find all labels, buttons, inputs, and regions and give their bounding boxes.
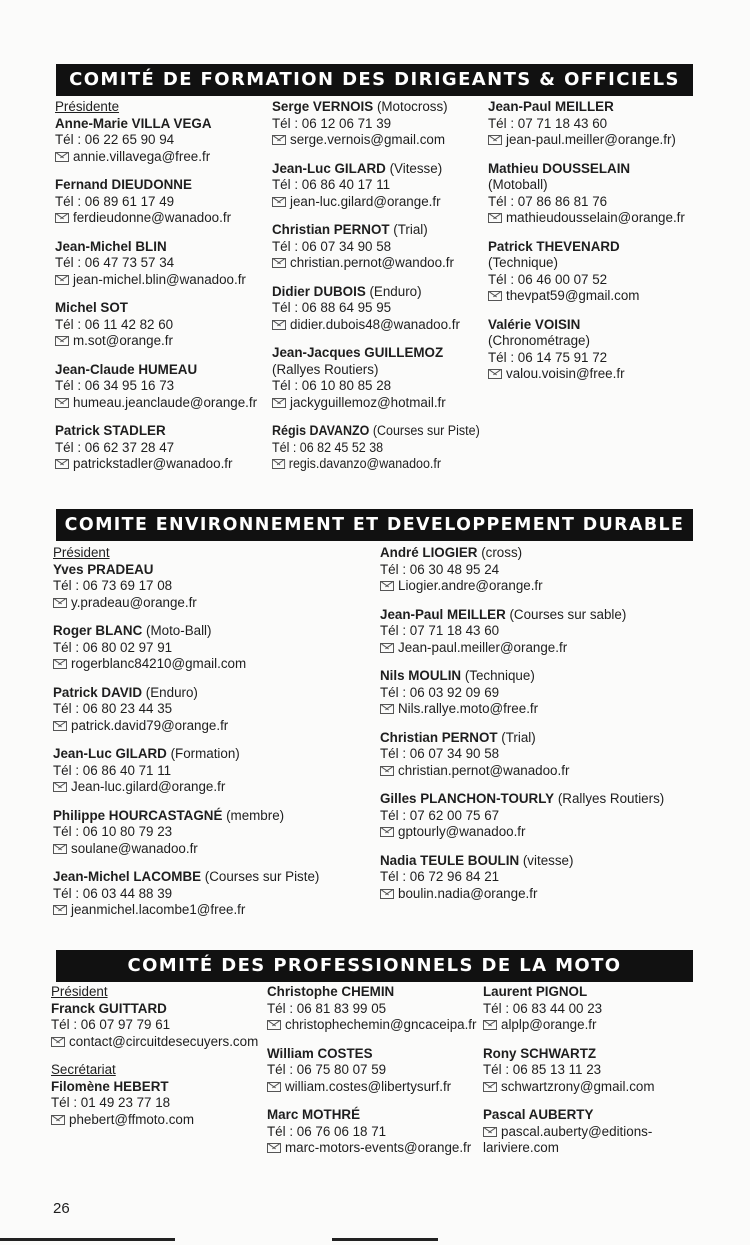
mail-icon — [55, 275, 69, 285]
person-name: Anne-Marie VILLA VEGA — [55, 115, 212, 131]
contact-entry — [55, 362, 263, 412]
mail-icon — [272, 398, 286, 408]
contact-entry — [55, 300, 263, 350]
contact-entry — [272, 161, 480, 211]
person-name: Régis DAVANZO — [272, 423, 370, 438]
name-line — [380, 791, 693, 808]
email-address[interactable]: thevpat59@gmail.com — [506, 288, 640, 303]
phone-number: Tél : 06 62 37 28 47 — [55, 439, 175, 455]
bottom-rule-left — [0, 1238, 175, 1241]
email-address[interactable]: soulane@wanadoo.fr — [71, 840, 198, 856]
person-name: Franck GUITTARD — [51, 1000, 167, 1016]
person-name: Jean-Jacques GUILLEMOZ — [272, 345, 444, 360]
name-line — [53, 808, 368, 825]
person-name: Nadia TEULE BOULIN — [380, 852, 520, 868]
name-line — [488, 239, 693, 256]
person-name: Marc MOTHRÉ — [267, 1107, 361, 1122]
mail-icon — [380, 766, 394, 776]
speciality: (Motocross) — [373, 99, 448, 114]
contact-entry — [267, 1046, 477, 1096]
email-line — [380, 640, 693, 657]
phone-number: Tél : 06 47 73 57 34 — [55, 255, 175, 270]
section-banner-formation: COMITÉ DE FORMATION DES DIRIGEANTS & OFFICIELS — [56, 64, 693, 96]
name-line — [55, 362, 263, 379]
phone-number: Tél : 06 75 80 07 59 — [267, 1062, 387, 1077]
contact-entry — [53, 869, 368, 919]
email-line — [488, 366, 693, 383]
contact-entry — [267, 984, 477, 1034]
phone-number: Tél : 06 07 97 79 61 — [51, 1017, 171, 1032]
contact-entry — [272, 345, 480, 411]
person-name: Jean-Luc GILARD — [272, 160, 386, 176]
email-address[interactable]: serge.vernois@gmail.com — [290, 132, 445, 147]
mail-icon — [55, 398, 69, 408]
role-label: Président — [51, 984, 108, 999]
email-line — [51, 1112, 259, 1129]
email-line — [267, 1079, 477, 1096]
person-name: Jean-Paul MEILLER — [488, 99, 614, 114]
section-formation-column-3 — [488, 99, 693, 395]
email-address[interactable]: christian.pernot@wandoo.fr — [290, 255, 454, 270]
email-line — [488, 288, 693, 305]
email-line — [55, 210, 263, 227]
name-line — [483, 1046, 693, 1063]
person-name: Jean-Paul MEILLER — [380, 606, 506, 622]
person-name: Patrick DAVID — [53, 684, 143, 700]
speciality: (Enduro) — [365, 283, 422, 299]
email-line — [272, 395, 480, 412]
name-line — [488, 161, 693, 178]
person-name: Christian PERNOT — [380, 729, 498, 745]
phone-number: Tél : 06 14 75 91 72 — [488, 349, 608, 365]
phone-number: Tél : 06 72 96 84 21 — [380, 869, 500, 884]
mail-icon — [55, 459, 69, 469]
mail-icon — [55, 213, 69, 223]
phone-number: Tél : 06 80 02 97 91 — [53, 639, 173, 655]
mail-icon — [55, 336, 69, 346]
person-name: Roger BLANC — [53, 623, 143, 638]
contact-entry — [272, 284, 480, 334]
name-line — [53, 685, 368, 702]
phone-number: Tél : 06 03 44 88 39 — [53, 885, 173, 901]
mail-icon — [380, 827, 394, 837]
email-line — [272, 194, 480, 211]
mail-icon — [272, 258, 286, 268]
email-address[interactable]: humeau.jeanclaude@orange.fr — [73, 394, 258, 410]
contact-entry — [272, 423, 480, 473]
email-address[interactable]: jean-michel.blin@wanadoo.fr — [73, 271, 246, 287]
person-name: Rony SCHWARTZ — [483, 1045, 597, 1061]
contact-entry — [51, 1062, 259, 1128]
person-name: Didier DUBOIS — [272, 283, 366, 299]
person-name: Christian PERNOT — [272, 222, 390, 237]
section-professionnels-column-1 — [51, 984, 259, 1140]
speciality: (Motoball) — [488, 177, 548, 192]
email-address[interactable]: annie.villavega@free.fr — [73, 148, 211, 164]
section-environnement-column-2 — [380, 545, 693, 914]
mail-icon — [267, 1143, 281, 1153]
email-address[interactable]: marc-motors-events@orange.fr — [285, 1140, 472, 1155]
contact-entry — [380, 853, 693, 903]
name-line — [488, 99, 693, 116]
email-line — [53, 595, 368, 612]
person-name: André LIOGIER — [380, 545, 478, 560]
name-line — [53, 562, 368, 579]
name-line — [380, 730, 693, 747]
contact-entry — [483, 1107, 693, 1157]
person-name: William COSTES — [267, 1045, 373, 1061]
email-line — [55, 272, 263, 289]
name-line — [380, 607, 693, 624]
email-line — [380, 824, 693, 841]
email-line — [380, 886, 693, 903]
phone-number: Tél : 07 71 18 43 60 — [380, 623, 500, 638]
phone-number: Tél : 06 82 45 52 38 — [272, 439, 384, 455]
email-address[interactable]: schwartzrony@gmail.com — [501, 1078, 655, 1094]
email-line — [53, 841, 368, 858]
page-number: 26 — [53, 1200, 70, 1217]
email-address[interactable]: y.pradeau@orange.fr — [71, 594, 197, 610]
contact-entry — [55, 239, 263, 289]
person-name: Gilles PLANCHON-TOURLY — [380, 791, 555, 806]
phone-number: Tél : 07 71 18 43 60 — [488, 115, 608, 131]
mail-icon — [53, 598, 67, 608]
name-line — [272, 345, 480, 362]
email-address[interactable]: Liogier.andre@orange.fr — [398, 578, 543, 593]
speciality: (Courses sur Piste) — [369, 423, 480, 438]
mail-icon — [488, 291, 502, 301]
email-line — [272, 255, 480, 272]
name-line — [483, 1107, 693, 1124]
email-address[interactable]: boulin.nadia@orange.fr — [398, 885, 538, 901]
speciality: (Courses sur Piste) — [201, 869, 320, 884]
contact-entry — [53, 545, 368, 611]
email-address[interactable]: valou.voisin@free.fr — [506, 366, 625, 381]
mail-icon — [53, 844, 67, 854]
email-line — [51, 1034, 259, 1051]
person-name: Jean-Michel BLIN — [55, 238, 167, 254]
email-line — [488, 132, 693, 149]
phone-number: Tél : 06 10 80 79 23 — [53, 824, 173, 839]
contact-entry — [53, 623, 368, 673]
name-line — [267, 1107, 477, 1124]
name-line — [267, 984, 477, 1001]
contact-entry — [488, 99, 693, 149]
phone-number: Tél : 06 30 48 95 24 — [380, 561, 500, 577]
mail-icon — [380, 889, 394, 899]
speciality: (Trial) — [497, 729, 536, 745]
mail-icon — [380, 704, 394, 714]
email-address[interactable]: gptourly@wanadoo.fr — [398, 824, 526, 839]
contact-entry — [380, 791, 693, 841]
name-line — [272, 222, 480, 239]
mail-icon — [488, 135, 502, 145]
person-name: Valérie VOISIN — [488, 316, 581, 332]
phone-number: Tél : 06 80 23 44 35 — [53, 701, 173, 716]
email-address-continued[interactable]: lariviere.com — [483, 1140, 559, 1155]
email-address[interactable]: jackyguillemoz@hotmail.fr — [290, 394, 446, 410]
speciality: (Vitesse) — [385, 160, 443, 176]
speciality: (Rallyes Routiers) — [554, 791, 665, 806]
phone-number: Tél : 06 88 64 95 95 — [272, 300, 392, 315]
email-line — [55, 395, 263, 412]
email-address[interactable]: jean-paul.meiller@orange.fr) — [506, 132, 676, 147]
name-line — [488, 317, 693, 334]
name-line — [272, 161, 480, 178]
mail-icon — [53, 782, 67, 792]
phone-number: Tél : 06 07 34 90 58 — [380, 746, 500, 761]
role-label: Secrétariat — [51, 1062, 116, 1077]
section-professionnels-column-3 — [483, 984, 693, 1169]
phone-number: Tél : 06 73 69 17 08 — [53, 578, 173, 593]
email-line — [272, 456, 480, 473]
contact-entry — [380, 668, 693, 718]
person-name: Patrick STADLER — [55, 423, 166, 438]
name-line — [53, 623, 368, 640]
email-line — [380, 578, 693, 595]
email-line — [488, 210, 693, 227]
name-line — [267, 1046, 477, 1063]
contact-entry — [483, 1046, 693, 1096]
contact-entry — [380, 545, 693, 595]
phone-number: Tél : 07 62 00 75 67 — [380, 807, 500, 823]
name-line — [272, 99, 480, 116]
contact-entry — [272, 99, 480, 149]
email-address[interactable]: mathieudousselain@orange.fr — [506, 210, 685, 225]
mail-icon — [272, 320, 286, 330]
email-address[interactable]: rogerblanc84210@gmail.com — [71, 656, 247, 671]
speciality: (cross) — [477, 545, 523, 560]
person-name: Nils MOULIN — [380, 668, 462, 683]
person-name: Jean-Claude HUMEAU — [55, 361, 198, 377]
mail-icon — [267, 1082, 281, 1092]
mail-icon — [51, 1115, 65, 1125]
email-line — [483, 1079, 693, 1096]
email-line — [272, 317, 480, 334]
email-address[interactable]: jeanmichel.lacombe1@free.fr — [71, 902, 246, 917]
person-name: Jean-Luc GILARD — [53, 746, 167, 761]
email-address[interactable]: patrickstadler@wanadoo.fr — [73, 456, 233, 471]
email-address[interactable]: Jean-paul.meiller@orange.fr — [398, 639, 568, 655]
name-line — [272, 284, 480, 301]
phone-number: Tél : 06 22 65 90 94 — [55, 132, 175, 147]
person-name: Christophe CHEMIN — [267, 984, 395, 999]
email-address[interactable]: pascal.auberty@editions- — [501, 1123, 653, 1139]
contact-entry — [267, 1107, 477, 1157]
email-line — [380, 701, 693, 718]
name-line — [380, 853, 693, 870]
email-address[interactable]: phebert@ffmoto.com — [69, 1111, 194, 1127]
mail-icon — [53, 905, 67, 915]
section-environnement-column-1 — [53, 545, 368, 931]
contact-entry — [55, 99, 263, 165]
email-line — [267, 1140, 477, 1157]
speciality: (Enduro) — [142, 684, 198, 700]
section-banner-environnement: COMITE ENVIRONNEMENT ET DEVELOPPEMENT DURABLE — [56, 509, 693, 541]
mail-icon — [267, 1020, 281, 1030]
phone-number: Tél : 06 07 34 90 58 — [272, 238, 392, 254]
name-line — [55, 239, 263, 256]
phone-number: Tél : 06 03 92 09 69 — [380, 684, 500, 700]
email-line — [55, 149, 263, 166]
section-banner-professionnels: COMITÉ DES PROFESSIONNELS DE LA MOTO — [56, 950, 693, 982]
role-label: Président — [53, 545, 110, 560]
name-line — [55, 423, 263, 440]
email-line — [53, 656, 368, 673]
speciality: (Trial) — [389, 222, 428, 237]
contact-entry — [380, 730, 693, 780]
person-name: Laurent PIGNOL — [483, 984, 588, 999]
email-address[interactable]: regis.davanzo@wanadoo.fr — [288, 456, 442, 471]
name-line — [55, 116, 263, 133]
role-label: Présidente — [55, 99, 120, 114]
speciality: (Chronométrage) — [488, 333, 590, 348]
phone-number: Tél : 06 86 40 17 11 — [272, 177, 391, 192]
contact-entry — [55, 177, 263, 227]
email-address[interactable]: ferdieudonne@wanadoo.fr — [73, 210, 232, 225]
phone-number: Tél : 06 46 00 07 52 — [488, 271, 608, 287]
speciality: (Formation) — [166, 746, 240, 761]
name-line — [51, 1001, 259, 1018]
phone-number: Tél : 06 10 80 85 28 — [272, 378, 392, 393]
email-address[interactable]: m.sot@orange.fr — [73, 333, 173, 348]
name-line — [272, 423, 480, 440]
contact-entry — [51, 984, 259, 1050]
speciality: (Rallyes Routiers) — [272, 361, 379, 377]
email-line — [380, 763, 693, 780]
section-professionnels-column-2 — [267, 984, 477, 1169]
contact-entry — [483, 984, 693, 1034]
email-address[interactable]: christian.pernot@wanadoo.fr — [398, 762, 570, 778]
bottom-rule-right — [332, 1238, 438, 1241]
mail-icon — [488, 369, 502, 379]
name-line — [483, 984, 693, 1001]
phone-number: Tél : 06 83 44 00 23 — [483, 1000, 603, 1016]
speciality: (Moto-Ball) — [142, 623, 212, 638]
email-line — [53, 779, 368, 796]
speciality: (vitesse) — [519, 852, 574, 868]
email-address[interactable]: christophechemin@gncaceipa.fr — [285, 1017, 477, 1032]
mail-icon — [380, 581, 394, 591]
person-name: Jean-Michel LACOMBE — [53, 869, 202, 884]
phone-number: Tél : 06 76 06 18 71 — [267, 1123, 387, 1139]
contact-entry — [272, 222, 480, 272]
phone-number: Tél : 06 12 06 71 39 — [272, 115, 392, 131]
phone-number: Tél : 06 86 40 71 11 — [53, 762, 172, 778]
mail-icon — [272, 459, 285, 469]
phone-number: Tél : 06 34 95 16 73 — [55, 378, 175, 393]
contact-entry — [53, 808, 368, 858]
email-address[interactable]: Nils.rallye.moto@free.fr — [398, 701, 539, 716]
email-line — [53, 902, 368, 919]
contact-entry — [53, 685, 368, 735]
person-name: Filomène HEBERT — [51, 1078, 169, 1094]
person-name: Fernand DIEUDONNE — [55, 177, 192, 192]
person-name: Mathieu DOUSSELAIN — [488, 160, 631, 176]
person-name: Patrick THEVENARD — [488, 238, 620, 254]
person-name: Michel SOT — [55, 300, 128, 315]
mail-icon — [53, 659, 67, 669]
mail-icon — [53, 721, 67, 731]
email-line — [483, 1017, 693, 1034]
name-line — [51, 1079, 259, 1096]
phone-number: Tél : 06 85 13 11 23 — [483, 1062, 602, 1077]
email-address[interactable]: jean-luc.gilard@orange.fr — [290, 193, 441, 209]
person-name: Pascal AUBERTY — [483, 1107, 594, 1122]
mail-icon — [51, 1037, 65, 1047]
name-line — [380, 668, 693, 685]
email-address[interactable]: alplp@orange.fr — [501, 1017, 597, 1032]
person-name: Yves PRADEAU — [53, 561, 154, 577]
mail-icon — [483, 1020, 497, 1030]
contact-entry — [53, 746, 368, 796]
section-formation-column-1 — [55, 99, 263, 485]
email-line — [267, 1017, 477, 1034]
mail-icon — [55, 152, 69, 162]
phone-number: Tél : 06 11 42 82 60 — [55, 316, 174, 332]
speciality: (Technique) — [488, 255, 558, 270]
email-address[interactable]: william.costes@libertysurf.fr — [285, 1078, 452, 1094]
phone-number: Tél : 07 86 86 81 76 — [488, 193, 608, 209]
mail-icon — [272, 197, 286, 207]
mail-icon — [483, 1082, 497, 1092]
phone-number: Tél : 06 81 83 99 05 — [267, 1000, 387, 1016]
email-address[interactable]: didier.dubois48@wanadoo.fr — [290, 316, 460, 332]
email-address[interactable]: Jean-luc.gilard@orange.fr — [71, 779, 226, 794]
speciality: (Technique) — [461, 668, 535, 683]
email-line — [483, 1124, 693, 1141]
name-line — [53, 746, 368, 763]
email-address[interactable]: contact@circuitdesecuyers.com — [69, 1033, 259, 1049]
email-line — [55, 333, 263, 350]
email-line — [55, 456, 263, 473]
contact-entry — [488, 317, 693, 383]
mail-icon — [380, 643, 394, 653]
mail-icon — [488, 213, 502, 223]
contact-entry — [55, 423, 263, 473]
section-formation-column-2 — [272, 99, 480, 485]
speciality: (Courses sur sable) — [505, 606, 627, 622]
contact-entry — [380, 607, 693, 657]
email-line — [53, 718, 368, 735]
contact-entry — [488, 161, 693, 227]
email-address[interactable]: patrick.david79@orange.fr — [71, 717, 229, 733]
mail-icon — [483, 1127, 497, 1137]
name-line — [55, 300, 263, 317]
phone-number: Tél : 06 89 61 17 49 — [55, 193, 175, 209]
speciality: (membre) — [222, 807, 285, 823]
email-line — [272, 132, 480, 149]
person-name: Philippe HOURCASTAGNÉ — [53, 807, 223, 823]
person-name: Serge VERNOIS — [272, 99, 374, 114]
contact-entry — [488, 239, 693, 305]
phone-number: Tél : 01 49 23 77 18 — [51, 1095, 171, 1110]
name-line — [380, 545, 693, 562]
name-line — [55, 177, 263, 194]
mail-icon — [272, 135, 286, 145]
name-line — [53, 869, 368, 886]
